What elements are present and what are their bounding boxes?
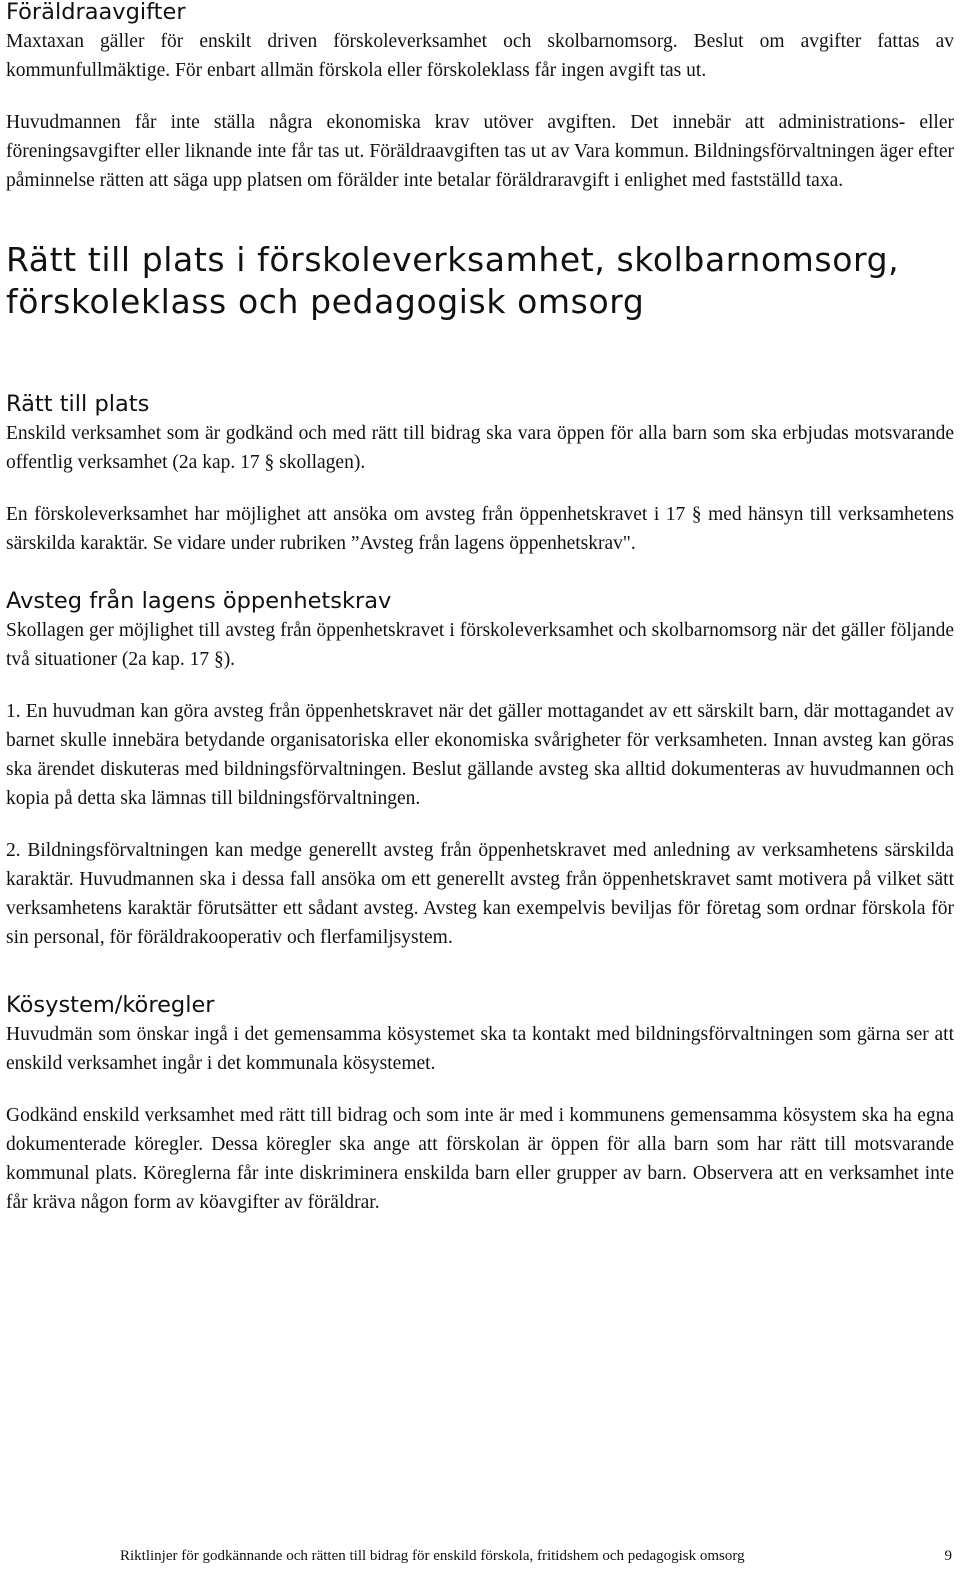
heading-ratt-till-plats: Rätt till plats — [6, 391, 150, 417]
paragraph-skollagen: Skollagen ger möjlighet till avsteg från öppenhetskravet i förskoleverksamhet och skolbarnomsorg när det gäller följande två situationer (2a kap. 17 §). — [6, 620, 954, 670]
spacer — [6, 674, 954, 697]
paragraph-huvudman-kosystem: Huvudmän som önskar ingå i det gemensamma kösystemet ska ta kontakt med bildningsförvaltningen som gärna ser att enskild verksamhet ingår i det kommunala kösystemet. — [6, 1024, 954, 1074]
paragraph-forskoleverksamhet: En förskoleverksamhet har möjlighet att ansöka om avsteg från öppenhetskravet i 17 § med hänsyn till verksamhetens särskilda karaktär. Se vidare under rubriken ”Avsteg från lagens öppenhetskrav". — [6, 504, 954, 554]
spacer — [6, 558, 954, 586]
heading-ratt-till-plats-main: Rätt till plats i förskoleverksamhet, skolbarnomsorg, förskoleklass och pedagogisk omsorg — [6, 240, 900, 321]
paragraph-kotregler: Godkänd enskild verksamhet med rätt till bidrag och som inte är med i kommunens gemensamma kösystem ska ha egna dokumenterade köregler. Dessa köregler ska ange att förskolan är öppen för alla barn som har rätt till motsvarande kommunal plats. Köreglerna får inte diskriminera enskilda barn eller grupper av barn. Observera att en verksamhet inte får kräva någon form av köavgifter av föräldrar. — [6, 1105, 954, 1213]
page-number: 9 — [944, 1548, 952, 1564]
spacer — [6, 1078, 954, 1101]
page-footer — [120, 1547, 952, 1565]
heading-foraldraavgifter: Föräldraavgifter — [6, 0, 186, 25]
spacer — [6, 477, 954, 500]
paragraph-avsteg-1: 1. En huvudman kan göra avsteg från öppenhetskravet när det gäller mottagandet av ett särskilt barn, där mottagandet av barnet skulle innebära betydande organisatoriska eller ekonomiska svårigheter för verksamheten. Innan avsteg kan göras ska ärendet diskuteras med bildningsförvaltningen. Beslut gällande avsteg ska alltid dokumenteras av huvudmannen och kopia på detta ska lämnas till bildningsförvaltningen. — [6, 701, 954, 809]
heading-kosystem: Kösystem/köregler — [6, 992, 215, 1018]
paragraph-maxtaxa: Maxtaxan gäller för enskilt driven förskoleverksamhet och skolbarnomsorg. Beslut om avgifter fattas av kommunfullmäktige. För enbart allmän förskola eller förskoleklass får ingen avgift tas ut. — [6, 31, 954, 81]
spacer — [6, 195, 954, 239]
spacer — [6, 323, 954, 389]
footer-title: Riktlinjer för godkännande och rätten till bidrag för enskild förskola, fritidshem och pedagogisk omsorg — [120, 1548, 745, 1564]
document-page — [6, 0, 954, 1217]
spacer — [6, 85, 954, 108]
spacer — [6, 952, 954, 990]
paragraph-avsteg-2: 2. Bildningsförvaltningen kan medge generellt avsteg från öppenhetskravet med anledning av verksamhetens särskilda karaktär. Huvudmannen ska i dessa fall ansöka om ett generellt avsteg från öppenhetskravet samt motivera på vilket sätt verksamhetens karaktär förutsätter ett sådant avsteg. Avsteg kan exempelvis beviljas för företag som ordnar förskola för sin personal, för föräldrakooperativ och flerfamiljsystem. — [6, 840, 954, 948]
heading-avsteg: Avsteg från lagens öppenhetskrav — [6, 588, 392, 614]
paragraph-huvudmannen: Huvudmannen får inte ställa några ekonomiska krav utöver avgiften. Det innebär att administrations- eller föreningsavgifter eller liknande inte får tas ut. Föräldraavgiften tas ut av Vara kommun. Bildningsförvaltningen äger efter påminnelse rätten att säga upp platsen om förälder inte betalar föräldraravgift i enlighet med fastställd taxa. — [6, 112, 954, 191]
paragraph-enskild-verksamhet: Enskild verksamhet som är godkänd och med rätt till bidrag ska vara öppen för alla barn som ska erbjudas motsvarande offentlig verksamhet (2a kap. 17 § skollagen). — [6, 423, 954, 473]
spacer — [6, 813, 954, 836]
